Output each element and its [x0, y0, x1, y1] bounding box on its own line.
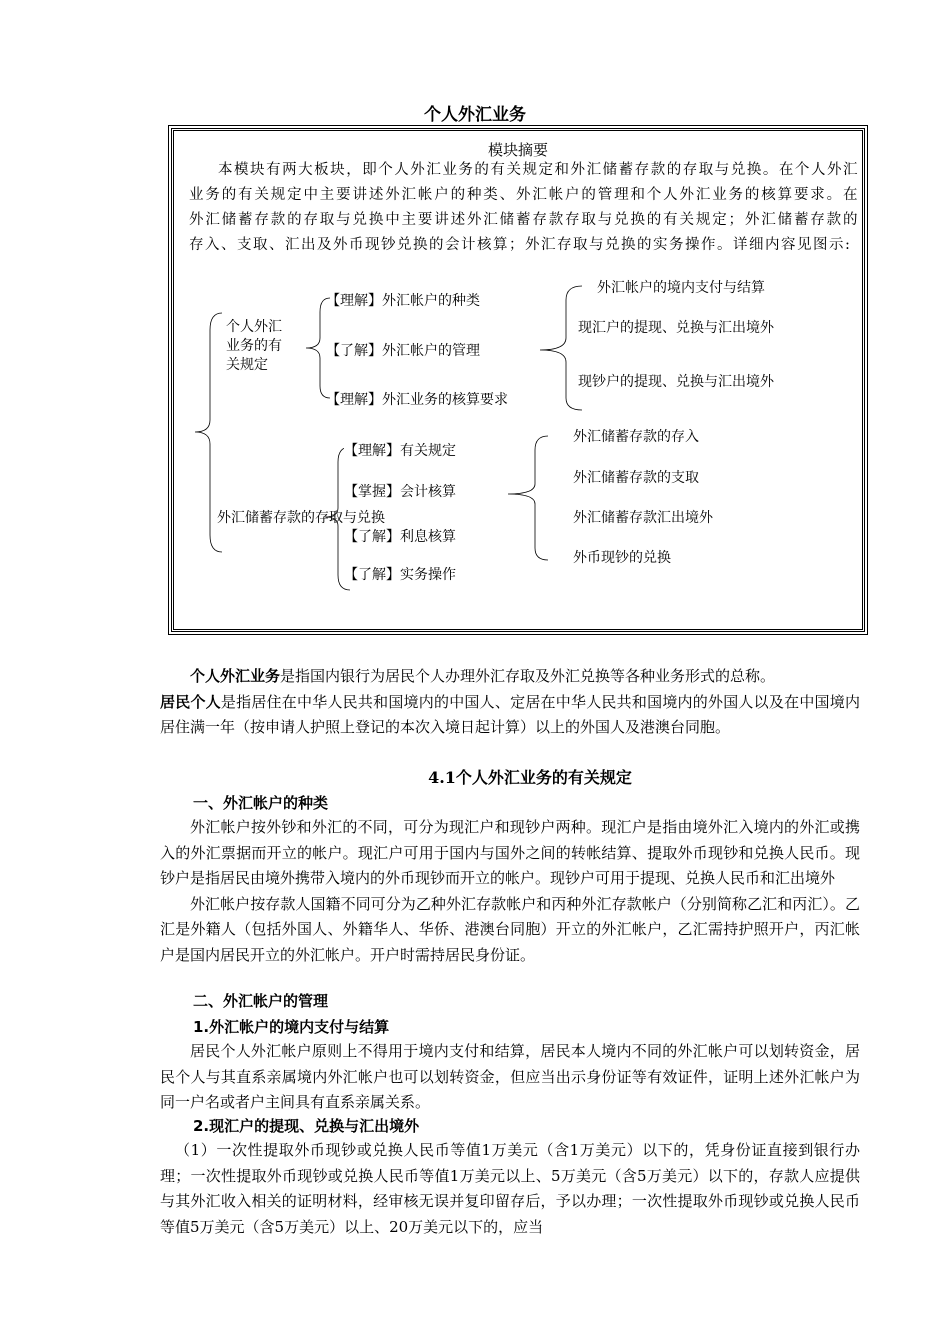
branch1-label-line: 关规定 [226, 357, 268, 373]
intro-term-1: 个人外汇业务 [190, 667, 281, 685]
section-title: 4.1个人外汇业务的有关规定 [428, 768, 632, 787]
branch2-sub-item: 外币现钞的兑换 [573, 550, 671, 566]
spot-withdrawal-block [160, 1138, 860, 1240]
intro-paragraph-2 [160, 690, 860, 741]
branch1-label-line: 个人外汇 [226, 319, 282, 335]
branch1-label [226, 318, 282, 375]
summary-heading: 模块摘要 [487, 141, 548, 159]
branch2-item: 【了解】利息核算 [344, 526, 456, 546]
branch2-sub-item: 外汇储蓄存款汇出境外 [573, 510, 713, 526]
account-types-paragraph-1: 外汇帐户按外钞和外汇的不同，可分为现汇户和现钞户两种。现汇户是指由境外汇入境内的外汇或携入的外汇票据而开立的帐户。现汇户可用于国内与国外之间的转帐结算、提取外币现钞和兑换人民币。现钞户是指居民由境外携带入境内的外币现钞而开立的帐户。现钞户可用于提现、兑换人民币和汇出境外 [160, 818, 860, 887]
spot-withdrawal-paragraph: （1）一次性提取外币现钞或兑换人民币等值1万美元（含1万美元）以下的，凭身份证直接到银行办理；一次性提取外币现钞或兑换人民币等值1万美元以上、5万美元（含5万美元）以下的，存款人应提供与其外汇收入相关的证明材料，经审核无误并复印留存后，予以办理；一次性提取外币现钞或兑换人民币等值5万美元（含5万美元）以上、20万美元以下的，应当 [160, 1141, 860, 1236]
summary-paragraph: 本模块有两大板块，即个人外汇业务的有关规定和外汇储蓄存款的存取与兑换。在个人外汇业务的有关规定中主要讲述外汇帐户的种类、外汇帐户的管理和个人外汇业务的核算要求。在外汇储蓄存款的存取与兑换中主要讲述外汇储蓄存款存取与兑换的有关规定；外汇储蓄存款的存入、支取、汇出及外币现钞兑换的会计核算；外汇存取与兑换的实务操作。详细内容见图示: [189, 162, 859, 253]
document-title: 个人外汇业务 [424, 105, 526, 125]
heading-account-types: 一、外汇帐户的种类 [193, 794, 329, 812]
account-types-block [160, 815, 860, 968]
account-types-paragraph-2: 外汇帐户按存款人国籍不同可分为乙种外汇存款帐户和丙种外汇存款帐户（分别简称乙汇和丙汇）。乙汇是外籍人（包括外国人、外籍华人、华侨、港澳台同胞）开立的外汇帐户，乙汇需持护照开户，丙汇帐户是国内居民开立的外汇帐户。开户时需持居民身份证。 [160, 894, 860, 964]
branch1-sub-item: 现汇户的提现、兑换与汇出境外 [578, 320, 774, 336]
branch1-sub-item: 现钞户的提现、兑换与汇出境外 [578, 374, 774, 390]
intro-block [160, 664, 860, 741]
domestic-payment-block [160, 1039, 860, 1116]
heading-spot-withdrawal: 2.现汇户的提现、兑换与汇出境外 [193, 1117, 420, 1135]
branch1-item: 【理解】外汇帐户的种类 [326, 293, 480, 309]
intro-term-2: 居民个人 [160, 692, 221, 711]
branch2-item: 【理解】有关规定 [344, 440, 456, 460]
intro-def-1: 是指国内银行为居民个人办理外汇存取及外汇兑换等各种业务形式的总称。 [280, 667, 776, 685]
branch2-sub-item: 外汇储蓄存款的存入 [573, 429, 699, 445]
intro-def-2: 是指居住在中华人民共和国境内的中国人、定居在中华人民共和国境内的外国人以及在中国境内居住满一年（按申请人护照上登记的本次入境日起计算）以上的外国人及港澳台同胞。 [160, 692, 860, 736]
heading-domestic-payment: 1.外汇帐户的境内支付与结算 [193, 1018, 390, 1036]
branch2-sub-item: 外汇储蓄存款的支取 [573, 470, 699, 486]
branch1-item: 【了解】外汇帐户的管理 [326, 343, 480, 359]
branch1-sub-item: 外汇帐户的境内支付与结算 [597, 280, 765, 296]
branch2-label: 外汇储蓄存款的存取与兑换 [217, 510, 385, 526]
branch2-sub-brace [508, 436, 548, 560]
branch2-item: 【掌握】会计核算 [344, 481, 456, 501]
intro-paragraph-1 [160, 664, 860, 690]
branch1-item: 【理解】外汇业务的核算要求 [326, 392, 508, 408]
domestic-payment-paragraph: 居民个人外汇帐户原则上不得用于境内支付和结算，居民本人境内不同的外汇帐户可以划转资金，居民个人与其直系亲属境内外汇帐户也可以划转资金，但应当出示身份证等有效证件，证明上述外汇帐户为同一户名或者户主间具有直系亲属关系。 [160, 1042, 860, 1111]
heading-account-management: 二、外汇帐户的管理 [193, 992, 329, 1010]
branch2-item: 【了解】实务操作 [344, 567, 456, 583]
branch1-label-line: 业务的有 [226, 338, 282, 354]
branch1-sub-brace [540, 286, 582, 410]
